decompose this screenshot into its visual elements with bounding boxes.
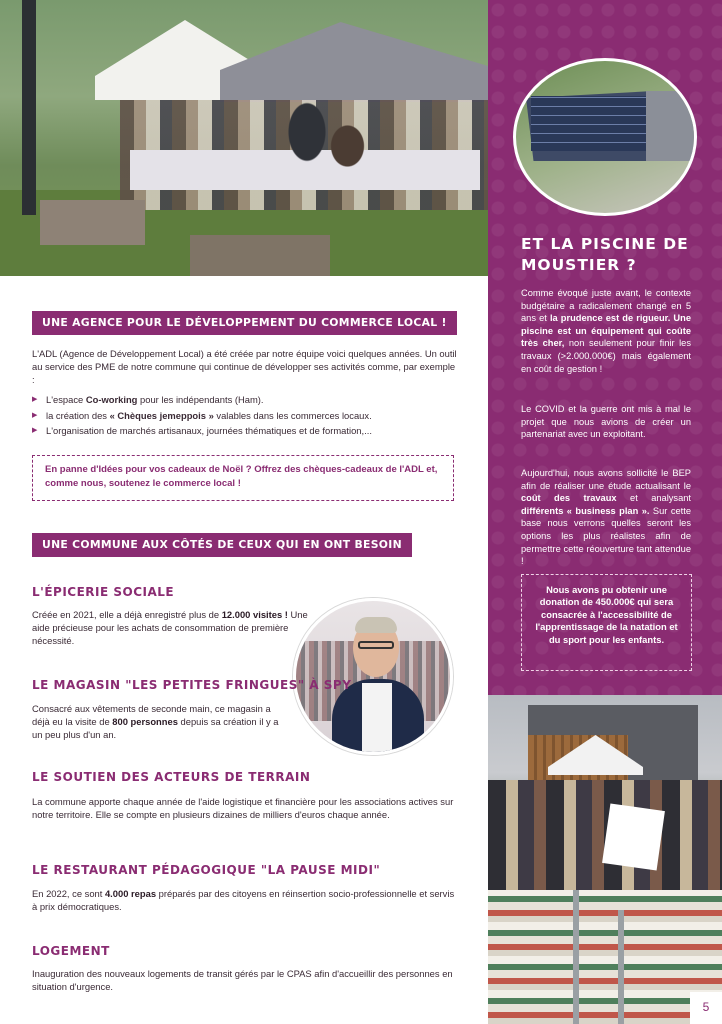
- sidebar-paragraph-1: Comme évoqué juste avant, le contexte budgétaire a radicalement changé en 5 ans et la prudence est de rigueur. Une piscine est un équipement qui coûte très cher, non seulement pour finir les travaux (>2.000.000€) mais également en coût de gestion !: [521, 288, 691, 374]
- cpas-inauguration-photo: [488, 695, 722, 890]
- sidebar-title: ET LA PISCINE DE MOUSTIER ?: [521, 235, 689, 274]
- subhead-logement: LOGEMENT: [32, 944, 110, 958]
- list-item: ▶ L'organisation de marchés artisanaux, journées thématiques et de formation,...: [32, 423, 452, 439]
- adl-bullet-list: [32, 392, 452, 439]
- page-number: 5: [690, 992, 722, 1024]
- list-item: ▶ la création des « Chèques jemeppois » valables dans les commerces locaux.: [32, 408, 452, 424]
- text-soutien: La commune apporte chaque année de l'aide logistique et financière pour les associations actives sur notre territoire. Elle se compte en plusieurs dizaines de milliers d'euros chaque année.: [32, 796, 454, 820]
- solar-roof-photo: [513, 58, 697, 216]
- text-magasin: Consacré aux vêtements de seconde main, ce magasin a déjà eu la visite de 800 personnes depuis sa création il y a un peu plus d'un an.: [32, 703, 279, 740]
- adl-intro: L'ADL (Agence de Développement Local) a été créée par notre équipe voici quelques années. Un outil au service des PME de notre commune qui continue de développer ses activités comme, par exemple :: [32, 348, 457, 385]
- text-logement: Inauguration des nouveaux logements de transit gérés par le CPAS afin d'accueillir des personnes en situation d'urgence.: [32, 968, 453, 992]
- text-restaurant: En 2022, ce sont 4.000 repas préparés par des citoyens en réinsertion socio-professionnelle et servis à prix démocratiques.: [32, 888, 455, 912]
- subhead-restaurant: LE RESTAURANT PÉDAGOGIQUE "LA PAUSE MIDI": [32, 863, 381, 877]
- section-banner-adl: UNE AGENCE POUR LE DÉVELOPPEMENT DU COMMERCE LOCAL !: [32, 311, 457, 335]
- text-epicerie: Créée en 2021, elle a déjà enregistré plus de 12.000 visites ! Une aide précieuse pour les achats de consommation de première nécessité.: [32, 609, 308, 646]
- market-photo: [0, 0, 488, 276]
- subhead-magasin: LE MAGASIN "LES PETITES FRINGUES" À SPY: [32, 678, 352, 692]
- subhead-epicerie: L'ÉPICERIE SOCIALE: [32, 585, 175, 599]
- subhead-soutien: LE SOUTIEN DES ACTEURS DE TERRAIN: [32, 770, 311, 784]
- section-banner-social: UNE COMMUNE AUX CÔTÉS DE CEUX QUI EN ONT BESOIN: [32, 533, 412, 557]
- sidebar-paragraph-2: Le COVID et la guerre ont mis à mal le projet que nous avions de créer un partenariat avec un exploitant.: [521, 404, 691, 440]
- donation-box: Nous avons pu obtenir une donation de 450.000€ qui sera consacrée à l'accessibilité de l'apprentissage de la natation et du sport pour les enfants.: [521, 574, 692, 671]
- grocery-shelves-photo: [488, 890, 722, 1024]
- sidebar-paragraph-3: Aujourd'hui, nous avons sollicité le BEP afin de réaliser une étude actualisant le coût des travaux et analysant différents « business plan ». Sur cette base nous verrons quelles seront les options les plus réalistes afin de permettre cette réouverture tant attendue !: [521, 468, 692, 567]
- gift-tip-box: En panne d'Idées pour vos cadeaux de Noël ? Offrez des chèques-cadeaux de l'ADL et, comme nous, soutenez le commerce local !: [32, 455, 454, 501]
- list-item: ▶ L'espace Co-working pour les indépendants (Ham).: [32, 392, 452, 408]
- portrait-photo: [293, 598, 453, 755]
